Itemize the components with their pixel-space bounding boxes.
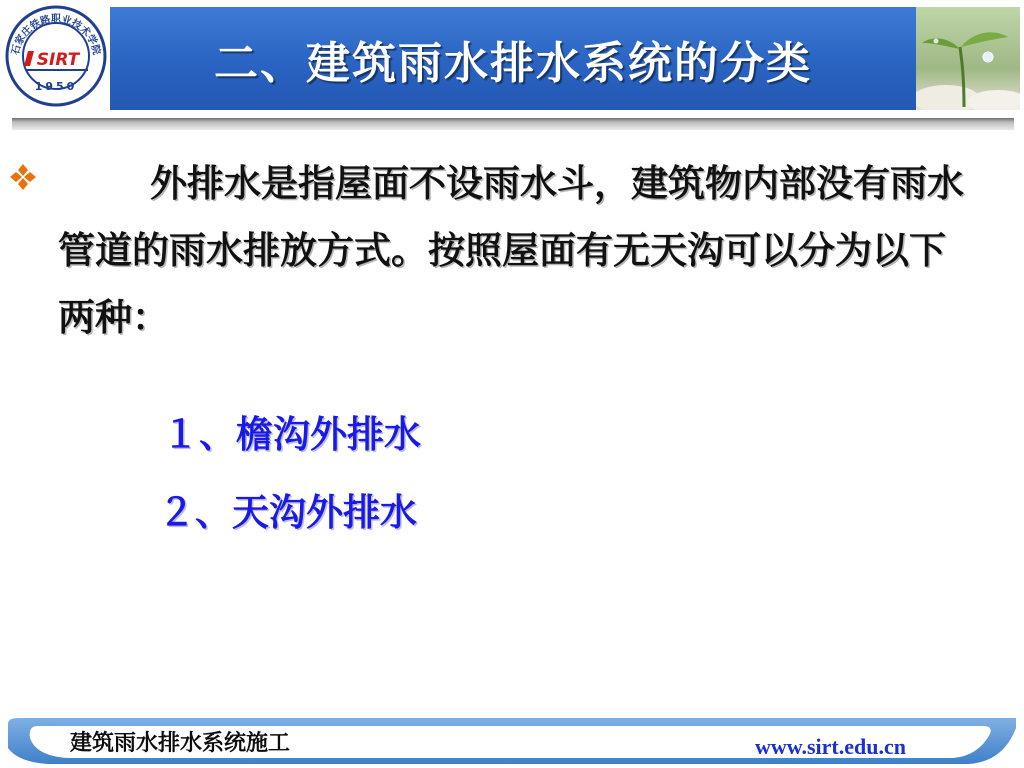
list-item-eaves-gutter: １、檐沟外排水 (162, 412, 421, 456)
title-bar (110, 7, 916, 110)
header-divider (12, 118, 1014, 130)
logo-year: 1950 (34, 80, 78, 93)
logo-abbr: SIRT (36, 50, 80, 70)
diamond-bullet-icon (8, 162, 38, 192)
school-logo (4, 4, 108, 108)
page-title: 二、建筑雨水排水系统的分类 (214, 37, 812, 89)
header-photo (916, 7, 1020, 110)
list-item-roof-gutter: ２、天沟外排水 (158, 490, 417, 534)
logo-ring-text: 石家庄铁路职业技术学院 (10, 14, 102, 57)
paragraph-text: 外排水是指屋面不设雨水斗，建筑物内部没有雨水管道的雨水排放方式。按照屋面有无天沟可以分为以下两种： (58, 161, 964, 339)
body-paragraph (58, 150, 978, 351)
footer-course-title: 建筑雨水排水系统施工 (70, 731, 291, 756)
footer-website-link[interactable]: www.sirt.edu.cn (755, 734, 906, 759)
